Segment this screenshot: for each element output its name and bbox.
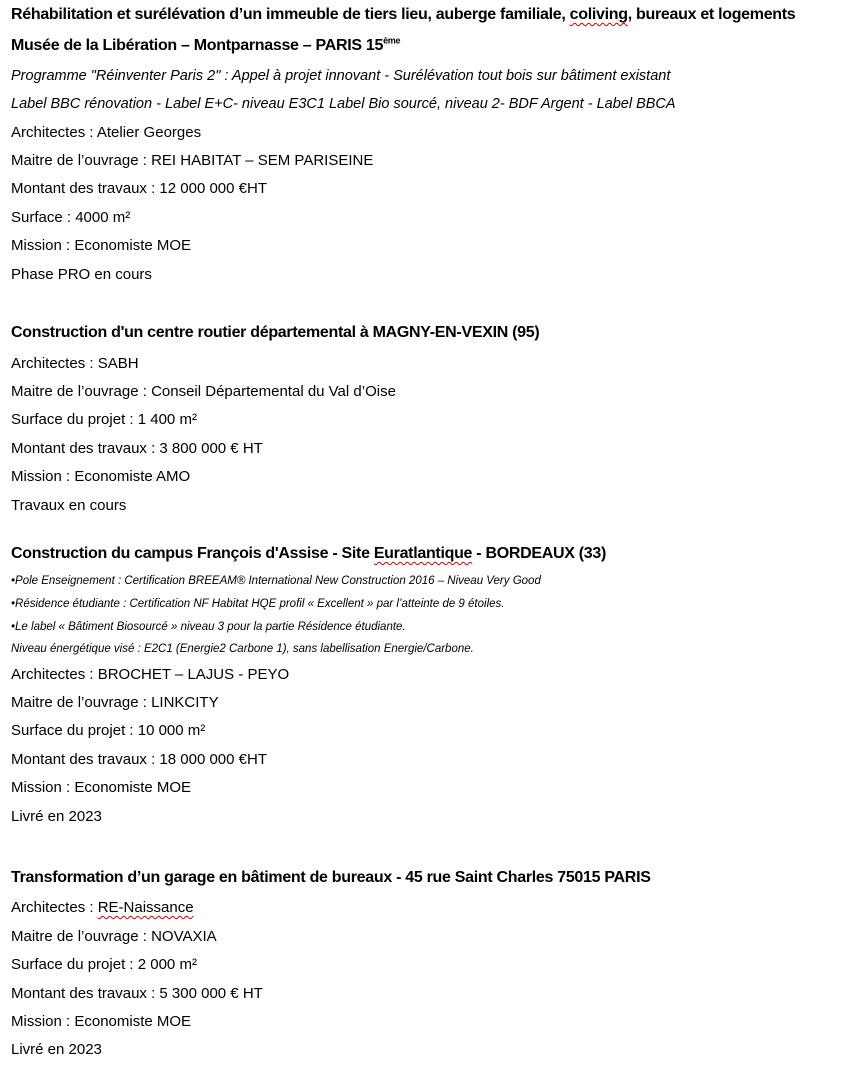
project-4-amount: Montant des travaux : 5 300 000 € HT — [11, 985, 263, 1002]
project-3-architects: Architectes : BROCHET – LAJUS - PEYO — [11, 666, 290, 683]
project-4-architects-prefix: Architectes : — [11, 899, 98, 916]
project-1-amount: Montant des travaux : 12 000 000 €HT — [11, 180, 267, 197]
project-2-mission: Mission : Economiste AMO — [11, 468, 191, 485]
project-1-subtitle-sup: ème — [383, 35, 401, 46]
project-1-mission: Mission : Economiste MOE — [11, 237, 192, 254]
project-1-subtitle — [11, 37, 400, 55]
project-1-program: Programme "Réinventer Paris 2" : Appel à projet innovant - Surélévation tout bois sur bâtiment existant — [11, 68, 671, 84]
project-3-title-before: Construction du campus François d'Assise - Site — [11, 545, 374, 562]
project-1-status: Phase PRO en cours — [11, 266, 152, 283]
project-3-surface: Surface du projet : 10 000 m² — [11, 722, 206, 739]
project-4-surface: Surface du projet : 2 000 m² — [11, 956, 197, 973]
project-1-title-flagged: coliving — [569, 6, 628, 23]
project-4-architects-flagged: RE-Naissance — [97, 899, 194, 916]
project-1-subtitle-text: Musée de la Libération – Montparnasse – PARIS 15 — [11, 37, 384, 54]
project-3-note: •Le label « Bâtiment Biosourcé » niveau 3 pour la partie Résidence étudiante. — [11, 621, 406, 633]
project-4-title: Transformation d’un garage en bâtiment de bureaux - 45 rue Saint Charles 75015 PARIS — [11, 869, 651, 886]
project-3-owner: Maitre de l’ouvrage : LINKCITY — [11, 694, 219, 711]
project-3-mission: Mission : Economiste MOE — [11, 779, 192, 796]
project-2-status: Travaux en cours — [11, 497, 127, 514]
project-1-labels: Label BBC rénovation - Label E+C- niveau E3C1 Label Bio sourcé, niveau 2- BDF Argent - Label BBCA — [11, 96, 676, 112]
project-2-surface: Surface du projet : 1 400 m² — [11, 411, 197, 428]
project-1-architects: Architectes : Atelier Georges — [11, 124, 202, 141]
project-4-mission: Mission : Economiste MOE — [11, 1013, 192, 1030]
project-3-note: •Résidence étudiante : Certification NF Habitat HQE profil « Excellent » par l’atteinte de 9 étoiles. — [11, 598, 505, 610]
project-1-surface: Surface : 4000 m² — [11, 209, 131, 226]
project-3-title-flagged: Euratlantique — [373, 545, 473, 562]
project-4-status: Livré en 2023 — [11, 1041, 102, 1058]
project-3-note: •Pole Enseignement : Certification BREEAM® International New Construction 2016 – Niveau Very Good — [11, 575, 541, 587]
project-2-owner: Maitre de l’ouvrage : Conseil Départemental du Val d’Oise — [11, 383, 396, 400]
project-2-amount: Montant des travaux : 3 800 000 € HT — [11, 440, 263, 457]
project-1-owner: Maitre de l’ouvrage : REI HABITAT – SEM PARISEINE — [11, 152, 374, 169]
project-4-architects — [11, 899, 194, 916]
project-3-title-after: - BORDEAUX (33) — [472, 545, 607, 562]
project-1-title: Réhabilitation et surélévation d’un immeuble de tiers lieu, auberge familiale, coliving, bureaux et logements — [11, 6, 796, 23]
project-3-title — [11, 545, 606, 563]
project-3-status: Livré en 2023 — [11, 808, 102, 825]
project-4-owner: Maitre de l’ouvrage : NOVAXIA — [11, 928, 217, 945]
project-3-amount: Montant des travaux : 18 000 000 €HT — [11, 751, 267, 768]
project-3-note: Niveau énergétique visé : E2C1 (Energie2 Carbone 1), sans labellisation Energie/Carbone. — [11, 643, 474, 655]
project-2-architects: Architectes : SABH — [11, 355, 139, 372]
project-2-title: Construction d'un centre routier départemental à MAGNY-EN-VEXIN (95) — [11, 324, 540, 341]
